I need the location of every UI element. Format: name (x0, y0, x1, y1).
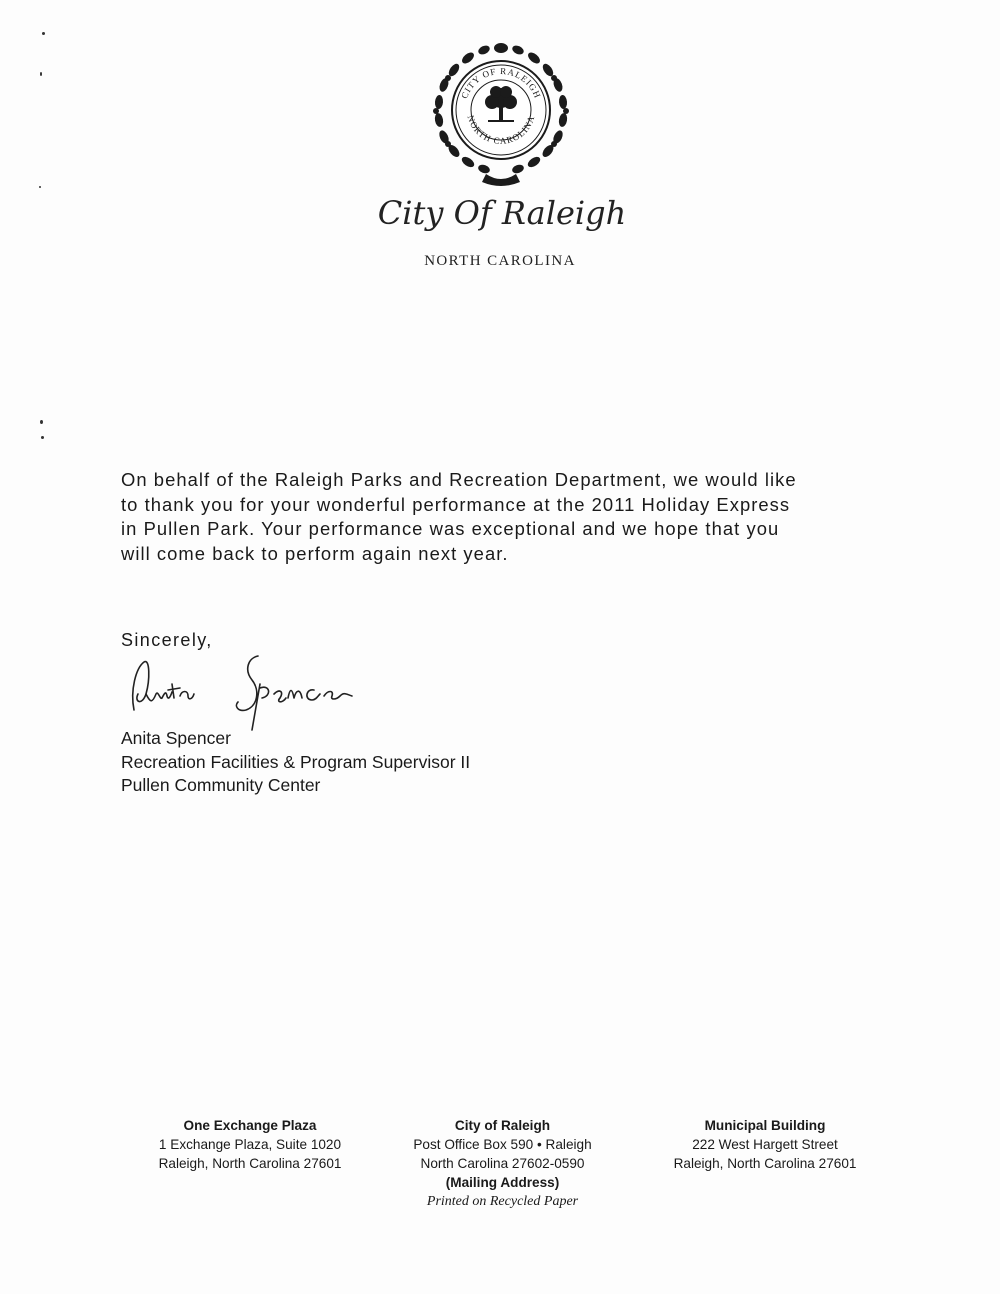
body-line: in Pullen Park. Your performance was exceptional and we hope that you (121, 518, 780, 539)
city-seal (424, 38, 578, 188)
body-line: to thank you for your wonderful performance at the 2011 Holiday Express (121, 493, 791, 515)
footer-mailing-label: (Mailing Address) (445, 1175, 560, 1190)
city-script-logo-icon (372, 186, 632, 240)
body-line: will come back to perform again next year. (121, 542, 509, 564)
footer-line: Raleigh, North Carolina 27601 (673, 1156, 857, 1171)
signature-block (121, 727, 470, 798)
scan-speck (40, 420, 43, 424)
footer-heading: One Exchange Plaza (183, 1118, 317, 1133)
city-name-logo (372, 186, 632, 240)
footer-line: 1 Exchange Plaza, Suite 1020 (158, 1137, 342, 1152)
scan-speck (42, 32, 45, 35)
letterhead-state: NORTH CAROLINA (424, 253, 576, 269)
letter-body (121, 468, 881, 566)
scan-speck (41, 436, 44, 439)
footer-address-mailing (385, 1116, 620, 1211)
footer-line: North Carolina 27602-0590 (420, 1156, 585, 1171)
seal-text-bottom: NORTH CAROLINA (465, 113, 537, 147)
recycled-paper-note: Printed on Recycled Paper (426, 1194, 579, 1209)
seal-text-top: CITY OF RALEIGH (459, 65, 543, 101)
footer-address-municipal-building (650, 1116, 880, 1173)
body-line: On behalf of the Raleigh Parks and Recreation Department, we would like (121, 469, 797, 490)
svg-text:City Of Raleigh: City Of Raleigh (377, 194, 627, 232)
footer-heading: Municipal Building (704, 1118, 826, 1133)
closing: Sincerely, (121, 630, 213, 650)
seal-emblem-icon (424, 38, 578, 188)
scan-speck (40, 72, 42, 76)
signer-name: Anita Spencer (121, 728, 231, 748)
footer-line: 222 West Hargett Street (692, 1137, 838, 1152)
footer-line: Post Office Box 590 • Raleigh (413, 1137, 592, 1152)
signature-icon (120, 650, 370, 732)
footer-address-exchange-plaza (135, 1116, 365, 1173)
handwritten-signature (120, 650, 370, 732)
signer-title: Recreation Facilities & Program Supervisor II (121, 751, 471, 772)
signer-location: Pullen Community Center (121, 775, 321, 795)
scan-speck (39, 186, 41, 188)
footer-heading: City of Raleigh (454, 1118, 551, 1133)
footer-line: Raleigh, North Carolina 27601 (158, 1156, 342, 1171)
